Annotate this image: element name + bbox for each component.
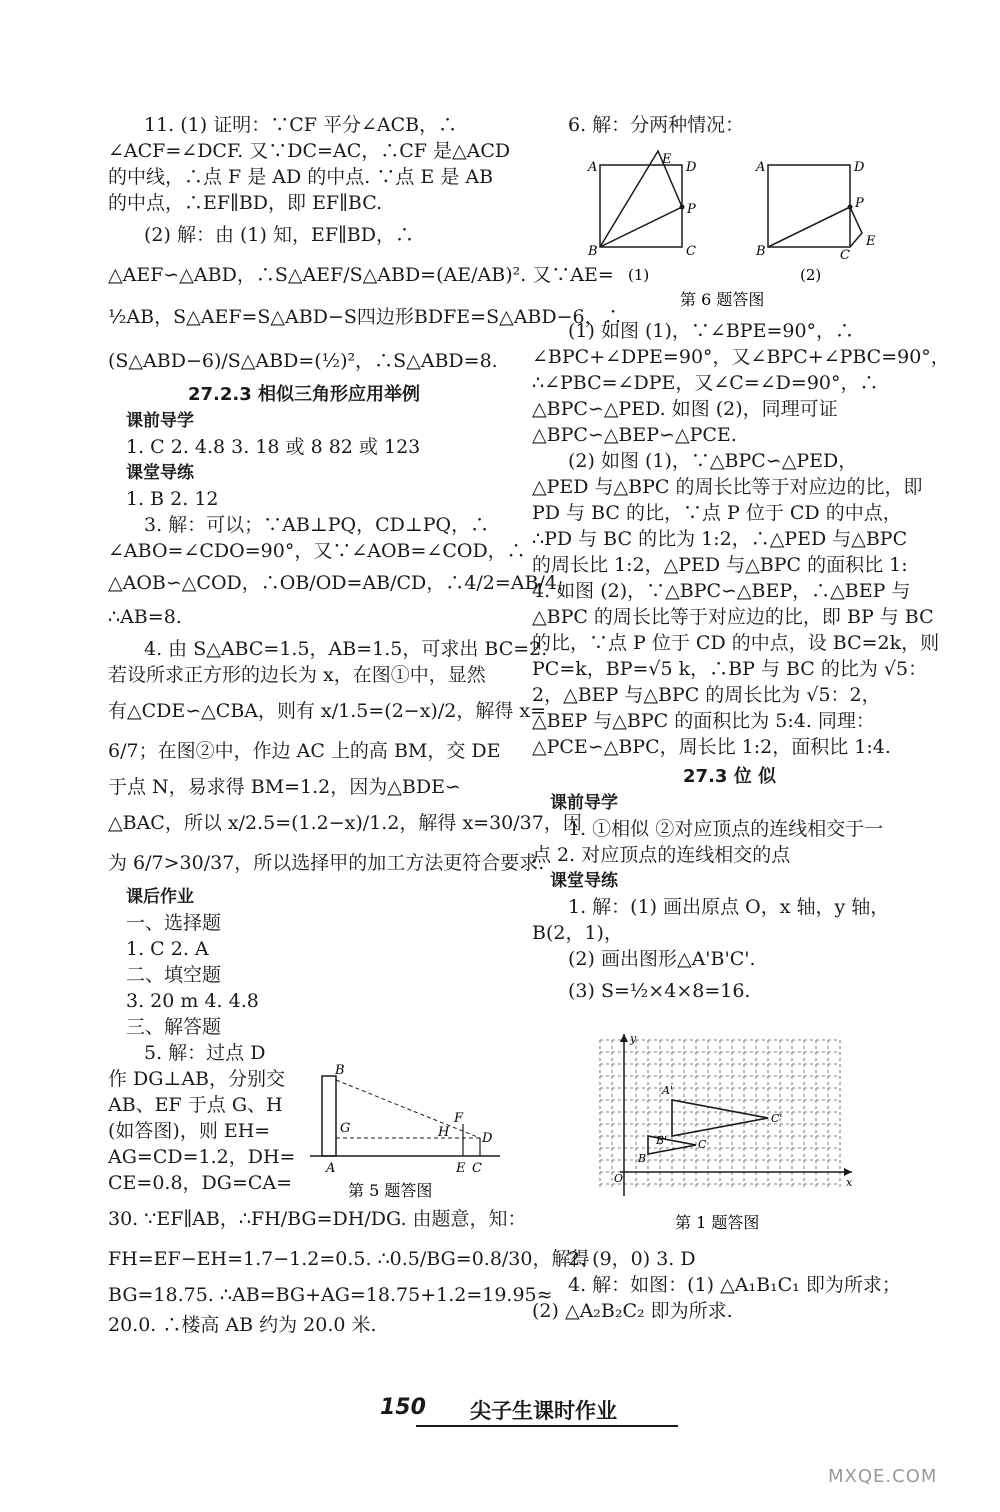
text-line: △BPC 的周长比等于对应边的比，即 BP 与 BC bbox=[532, 606, 934, 628]
text-line: ∠BPC+∠DPE=90°，又∠BPC+∠PBC=90°， bbox=[532, 346, 950, 368]
text-line: 6/7；在图②中，作边 AC 上的高 BM，交 DE bbox=[108, 740, 501, 762]
fig5-label: E bbox=[456, 1161, 466, 1176]
fig6-label: E bbox=[866, 234, 876, 249]
book-title: 尖子生课时作业 bbox=[470, 1399, 617, 1423]
text-line: (2) △A₂B₂C₂ 即为所求. bbox=[532, 1300, 733, 1322]
text-line: (2) 画出图形△A'B'C'. bbox=[568, 948, 756, 970]
text-line: CE=0.8，DG=CA= bbox=[108, 1172, 293, 1194]
fig5-caption: 第 5 题答图 bbox=[348, 1181, 433, 1200]
text-line: B(2，1)， bbox=[532, 922, 623, 944]
fig6-label: D bbox=[686, 160, 697, 175]
fig1-label: B' bbox=[656, 1134, 668, 1147]
text-line: AG=CD=1.2，DH= bbox=[108, 1146, 296, 1168]
text-line: ∠ACF=∠DCF. 又∵DC=AC，∴CF 是△ACD bbox=[108, 140, 511, 162]
fig5-label: G bbox=[340, 1121, 351, 1136]
figure-5-diagram bbox=[300, 1062, 510, 1212]
text-line: 1. 解：(1) 画出原点 O，x 轴，y 轴， bbox=[568, 896, 890, 918]
fig6-subcaption: (1) bbox=[628, 266, 650, 284]
fig5-label: H bbox=[438, 1125, 450, 1140]
figure-1-diagram bbox=[590, 1030, 860, 1240]
fig5-label: D bbox=[482, 1131, 493, 1146]
fig1-label: C bbox=[698, 1138, 707, 1151]
text-line: 1. C 2. A bbox=[126, 938, 209, 960]
text-line: 的中点，∴EF∥BD，即 EF∥BC. bbox=[108, 192, 383, 214]
fig6-label: C bbox=[840, 248, 850, 263]
text-line: △BAC，所以 x/2.5=(1.2−x)/1.2，解得 x=30/37，因 bbox=[108, 812, 582, 834]
text-line: 3. 解：可以；∵AB⊥PQ，CD⊥PQ，∴ bbox=[144, 514, 490, 536]
text-line: 2. (9，0) 3. D bbox=[568, 1248, 696, 1270]
fig6-label: A bbox=[588, 160, 598, 175]
subsection-title: 课堂导练 bbox=[550, 871, 618, 891]
text-line: 6. 解：分两种情况： bbox=[568, 114, 745, 136]
fig1-label: x bbox=[846, 1176, 853, 1189]
text-line: 2，△BEP 与△BPC 的周长比为 √5：2， bbox=[532, 684, 881, 706]
text-line: 4. 解：如图：(1) △A₁B₁C₁ 即为所求； bbox=[568, 1274, 901, 1296]
figure-1 bbox=[590, 1030, 860, 1240]
fig6-subcaption: (2) bbox=[800, 266, 822, 284]
text-line: ∴∠PBC=∠DPE，又∠C=∠D=90°，∴ bbox=[532, 372, 879, 394]
text-line: 5. 解：过点 D bbox=[144, 1042, 266, 1064]
fig6-label: A bbox=[756, 160, 766, 175]
fig6-label: D bbox=[854, 160, 865, 175]
text-line: ∴PD 与 BC 的比为 1:2，∴△PED 与△BPC bbox=[532, 528, 908, 550]
text-line: △BPC∽△BEP∽△PCE. bbox=[532, 424, 737, 446]
text-line: (2) 解：由 (1) 知，EF∥BD，∴ bbox=[144, 224, 414, 246]
text-line: △BEP 与△BPC 的面积比为 5:4. 同理： bbox=[532, 710, 875, 732]
text-line: ∴AB=8. bbox=[108, 606, 182, 628]
right-column-end bbox=[532, 1246, 927, 1324]
text-line: △AEF∽△ABD，∴S△AEF/S△ABD=(AE/AB)². 又∵AE= bbox=[108, 264, 614, 286]
text-line: 11. (1) 证明：∵CF 平分∠ACB，∴ bbox=[144, 114, 458, 136]
text-line: 二、填空题 bbox=[126, 964, 222, 986]
fig1-caption: 第 1 题答图 bbox=[675, 1213, 760, 1232]
text-line: 1. ①相似 ②对应顶点的连线相交于一 bbox=[568, 818, 884, 840]
text-line: 30. ∵EF∥AB，∴FH/BG=DH/DG. 由题意，知： bbox=[108, 1208, 527, 1230]
subsection-title: 课后作业 bbox=[126, 887, 194, 907]
text-line: FH=EF−EH=1.7−1.2=0.5. ∴0.5/BG=0.8/30，解得 bbox=[108, 1248, 590, 1270]
text-line: PC=k，BP=√5 k，∴BP 与 BC 的比为 √5： bbox=[532, 658, 928, 680]
fig6-caption: 第 6 题答图 bbox=[680, 290, 765, 309]
fig1-label: y bbox=[630, 1032, 637, 1045]
fig6-label: B bbox=[756, 244, 766, 259]
watermark: MXQE.COM bbox=[828, 1466, 938, 1487]
fig6-label: E bbox=[662, 152, 672, 167]
text-line: △PED 与△BPC 的周长比等于对应边的比，即 bbox=[532, 476, 923, 498]
fig1-label: A' bbox=[662, 1084, 673, 1097]
subsection-title: 课前导学 bbox=[126, 411, 194, 431]
figure-6-diagram bbox=[580, 145, 910, 315]
text-line: 一、选择题 bbox=[126, 912, 222, 934]
figure-5 bbox=[300, 1062, 510, 1212]
right-column-continued bbox=[532, 318, 950, 1004]
fig6-label: P bbox=[687, 202, 696, 217]
subsection-title: 课前导学 bbox=[550, 793, 618, 813]
text-line: 4. 由 S△ABC=1.5，AB=1.5，可求出 BC=2. bbox=[144, 638, 548, 660]
text-line: 20.0. ∴楼高 AB 约为 20.0 米. bbox=[108, 1314, 377, 1336]
fig1-label: B bbox=[638, 1152, 647, 1165]
fig5-label: B bbox=[335, 1063, 345, 1078]
text-line: ½AB，S△AEF=S△ABD−S四边形BDFE=S△ABD−6，∴ bbox=[108, 306, 623, 328]
fig5-label: A bbox=[326, 1161, 336, 1176]
section-title: 27.2.3 相似三角形应用举例 bbox=[187, 384, 421, 405]
text-line: PD 与 BC 的比，∵点 P 位于 CD 的中点， bbox=[532, 502, 902, 524]
text-line: 4. 如图 (2)，∵△BPC∽△BEP，∴△BEP 与 bbox=[532, 580, 911, 602]
text-line: 的周长比 1:2，△PED 与△BPC 的面积比 1: bbox=[532, 554, 908, 576]
figure-6 bbox=[580, 145, 910, 315]
right-column bbox=[532, 112, 927, 138]
text-line: (S△ABD−6)/S△ABD=(½)²，∴S△ABD=8. bbox=[108, 350, 498, 372]
text-line: 作 DG⊥AB，分别交 bbox=[108, 1068, 286, 1090]
text-line: △PCE∽△BPC，周长比 1:2，面积比 1:4. bbox=[532, 736, 891, 758]
text-line: 有△CDE∽△CBA，则有 x/1.5=(2−x)/2，解得 x= bbox=[108, 700, 547, 722]
fig6-label: B bbox=[588, 244, 598, 259]
text-line: 的比，∵点 P 位于 CD 的中点，设 BC=2k，则 bbox=[532, 632, 940, 654]
fig5-label: F bbox=[454, 1111, 464, 1126]
text-line: 3. 20 m 4. 4.8 bbox=[126, 990, 259, 1012]
text-line: 点 2. 对应顶点的连线相交的点 bbox=[532, 844, 791, 866]
text-line: 的中线，∴点 F 是 AD 的中点. ∵点 E 是 AB bbox=[108, 166, 494, 188]
page-number: 150 bbox=[380, 1395, 426, 1420]
text-line: (2) 如图 (1)，∵△BPC∽△PED， bbox=[568, 450, 858, 472]
page-footer bbox=[380, 1395, 680, 1429]
text-line: (1) 如图 (1)，∵∠BPE=90°，∴ bbox=[568, 320, 855, 342]
text-line: 于点 N，易求得 BM=1.2，因为△BDE∽ bbox=[108, 776, 461, 798]
text-line: 三、解答题 bbox=[126, 1016, 222, 1038]
text-line: AB、EF 于点 G、H bbox=[108, 1094, 283, 1116]
text-line: △BPC∽△PED. 如图 (2)，同理可证 bbox=[532, 398, 838, 420]
text-line: 为 6/7>30/37，所以选择甲的加工方法更符合要求. bbox=[108, 852, 545, 874]
section-title: 27.3 位 似 bbox=[683, 766, 776, 787]
text-line: BG=18.75. ∴AB=BG+AG=18.75+1.2=19.95≈ bbox=[108, 1284, 553, 1306]
footer-divider bbox=[416, 1425, 678, 1427]
fig5-label: C bbox=[472, 1161, 482, 1176]
text-line: ∠ABO=∠CDO=90°，又∵∠AOB=∠COD，∴ bbox=[108, 540, 526, 562]
subsection-title: 课堂导练 bbox=[126, 463, 194, 483]
text-line: 若设所求正方形的边长为 x，在图①中，显然 bbox=[108, 664, 486, 686]
text-line: 1. C 2. 4.8 3. 18 或 8 82 或 123 bbox=[126, 436, 421, 458]
text-line: (3) S=½×4×8=16. bbox=[568, 980, 751, 1002]
fig1-label: O bbox=[614, 1172, 624, 1185]
text-line: (如答图)，则 EH= bbox=[108, 1120, 271, 1142]
text-line: 1. B 2. 12 bbox=[126, 488, 219, 510]
text-line: △AOB∽△COD，∴OB/OD=AB/CD，∴4/2=AB/4， bbox=[108, 572, 576, 594]
fig1-label: C' bbox=[771, 1112, 783, 1125]
fig6-label: C bbox=[686, 244, 696, 259]
fig6-label: P bbox=[855, 196, 864, 211]
